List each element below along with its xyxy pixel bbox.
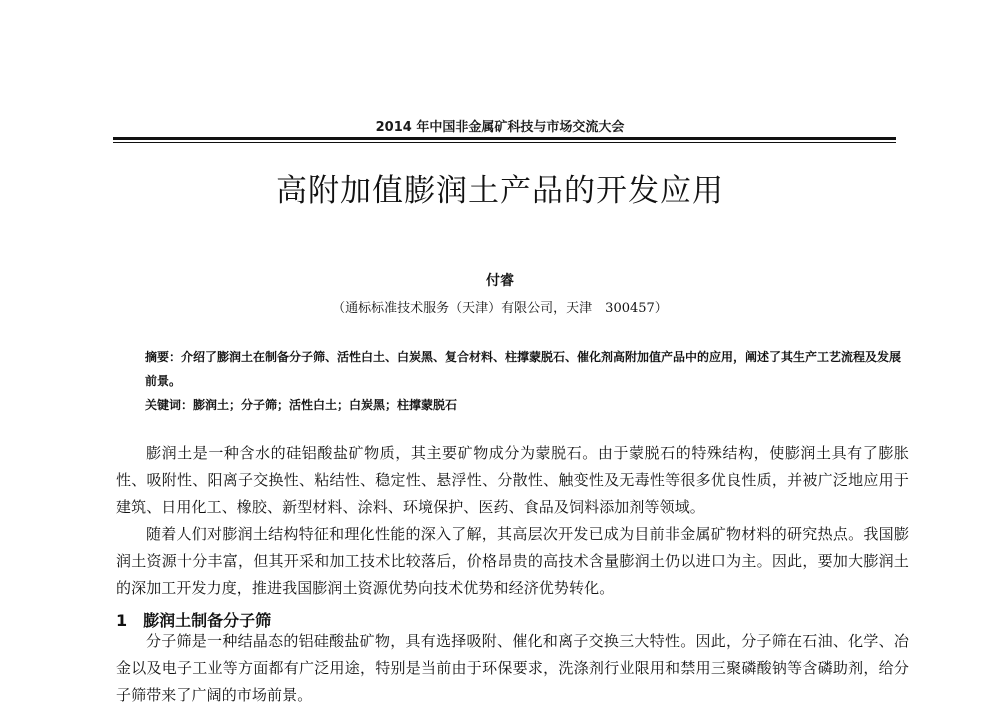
keywords-text: 膨润土；分子筛；活性白土；白炭黑；柱撑蒙脱石 [193, 398, 458, 412]
section-1-paragraph: 分子筛是一种结晶态的铝硅酸盐矿物，具有选择吸附、催化和离子交换三大特性。因此，分子筛在石油、化学、冶金以及电子工业等方面都有广泛用途，特别是当前由于环保要求，洗涤剂行业限用和禁用三聚磷酸钠等含磷助剂，给分子筛带来了广阔的市场前景。 [116, 632, 909, 704]
article-title: 高附加值膨润土产品的开发应用 [276, 173, 724, 209]
header-rule-thin [113, 142, 896, 143]
section-number: 1 [116, 611, 128, 630]
keywords-label: 关键词： [145, 398, 194, 412]
keywords [145, 396, 905, 413]
abstract-text: 介绍了膨润土在制备分子筛、活性白土、白炭黑、复合材料、柱撑蒙脱石、催化剂高附加值产品中的应用，阐述了其生产工艺流程及发展前景。 [145, 350, 902, 388]
body-paragraph-1: 膨润土是一种含水的硅铝酸盐矿物质，其主要矿物成分为蒙脱石。由于蒙脱石的特殊结构，使膨润土具有了膨胀性、吸附性、阳离子交换性、粘结性、稳定性、悬浮性、分散性、触变性及无毒性等很多优良性质，并被广泛地应用于建筑、日用化工、橡胶、新型材料、涂料、环境保护、医药、食品及饲料添加剂等领域。 [116, 444, 909, 516]
header-rule-thick [113, 137, 896, 140]
conference-header: 2014 年中国非金属矿科技与市场交流大会 [375, 120, 625, 135]
body-paragraph-2: 随着人们对膨润土结构特征和理化性能的深入了解，其高层次开发已成为目前非金属矿物材料的研究热点。我国膨润土资源十分丰富，但其开采和加工技术比较落后，价格昂贵的高技术含量膨润土仍以进口为主。因此，要加大膨润土的深加工开发力度，推进我国膨润土资源优势向技术优势和经济优势转化。 [116, 525, 909, 597]
author-name: 付睿 [486, 273, 514, 289]
abstract [145, 345, 905, 393]
abstract-label: 摘要： [145, 350, 182, 364]
author-affiliation: （通标标准技术服务（天津）有限公司，天津 300457） [332, 301, 668, 316]
section-title: 膨润土制备分子筛 [143, 611, 272, 630]
